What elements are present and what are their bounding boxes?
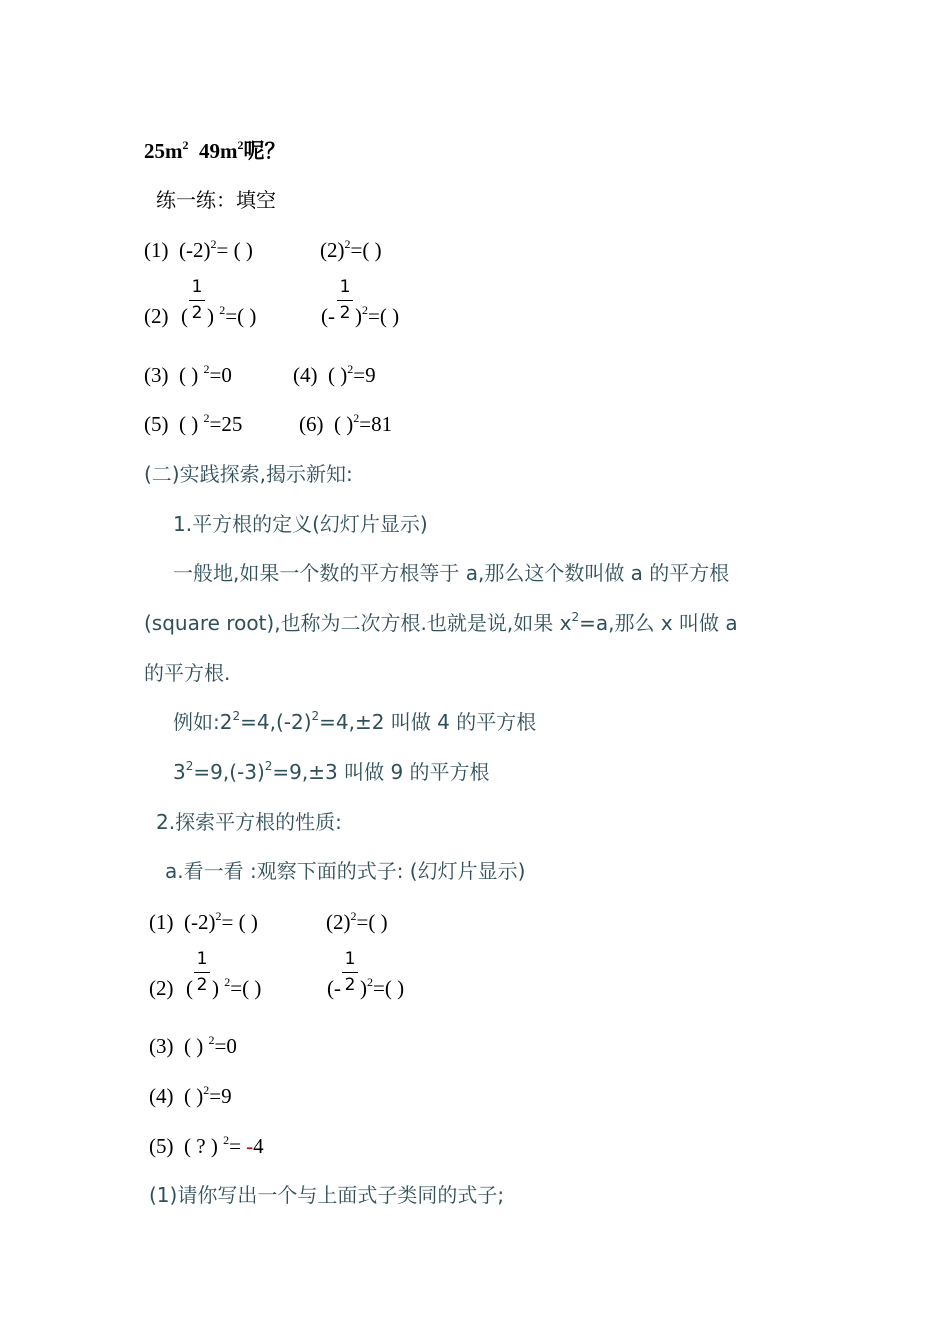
set1-row3: (3) ( ) $^2$=0: [144, 362, 232, 387]
set2-row1-right: $(2)^2=$( ): [326, 909, 388, 934]
set1-row4: (5) ( ) $^2$=25: [144, 411, 243, 436]
set2-row2-right-rest: )$^2$=( ): [360, 975, 405, 1000]
set2-row5: (5) ( ? ) $^2$= -4: [149, 1133, 264, 1158]
set1-row4-right: (6) ( )$^2$=81: [299, 411, 393, 436]
set1-row2-right-open: (-: [321, 304, 335, 328]
definition-line-3: 的平方根.: [144, 661, 231, 685]
fraction-half: 1 2: [340, 949, 360, 995]
explore-heading: 2.探索平方根的性质:: [156, 810, 342, 834]
question-1: (1)请你写出一个与上面式子类同的式子;: [149, 1183, 505, 1207]
set2-row3: (3) ( ) $^2$=0: [149, 1033, 237, 1058]
definition-line-1: 一般地,如果一个数的平方根等于 a,那么这个数叫做 a 的平方根: [173, 561, 730, 585]
example-line-2: $3^2=9,(-3)^2=9,\pm 3$ 叫做 9 的平方根: [173, 759, 490, 784]
definition-heading: 1.平方根的定义(幻灯片显示): [173, 512, 428, 536]
set1-row2-num: (2): [144, 304, 169, 328]
example-line-1: 例如$:2^2=4,(-2)^2=4,\pm 2$ 叫做 4 的平方根: [173, 709, 537, 734]
set1-row2-left-rest: ) $^2$=( ): [207, 303, 257, 328]
set1-row1-right: $(2)^2=$( ): [320, 237, 382, 262]
set2-row2-open: (: [186, 976, 193, 1000]
set1-row1: (1) $(-2)^2=$ ( ): [144, 237, 253, 262]
set2-row2-right-open: (-: [327, 976, 341, 1000]
set1-row2-open: (: [181, 304, 188, 328]
set2-row2-left-rest: ) $^2$=( ): [212, 975, 262, 1000]
section2-heading: (二)实践探索,揭示新知:: [144, 462, 353, 486]
fraction-half: 1 2: [187, 277, 207, 323]
practice-title: 练一练：填空: [156, 188, 276, 212]
look-heading: a.看一看 :观察下面的式子: (幻灯片显示): [165, 859, 526, 883]
set2-row1: (1) $(-2)^2=$ ( ): [149, 909, 258, 934]
fraction-half: 1 2: [192, 949, 212, 995]
set1-row3-right: (4) ( )$^2$=9: [293, 362, 376, 387]
definition-line-2: (square root),也称为二次方根.也就是说,如果 $x^2=a$,那么 x 叫做 a: [144, 610, 738, 635]
intro-line: $25m^2$ $49m^2$呢？: [144, 138, 286, 163]
fraction-half: 1 2: [335, 277, 355, 323]
set2-row2-num: (2): [149, 976, 174, 1000]
set1-row2-right-rest: )$^2$=( ): [355, 303, 400, 328]
set2-row4: (4) ( )$^2$=9: [149, 1083, 232, 1108]
